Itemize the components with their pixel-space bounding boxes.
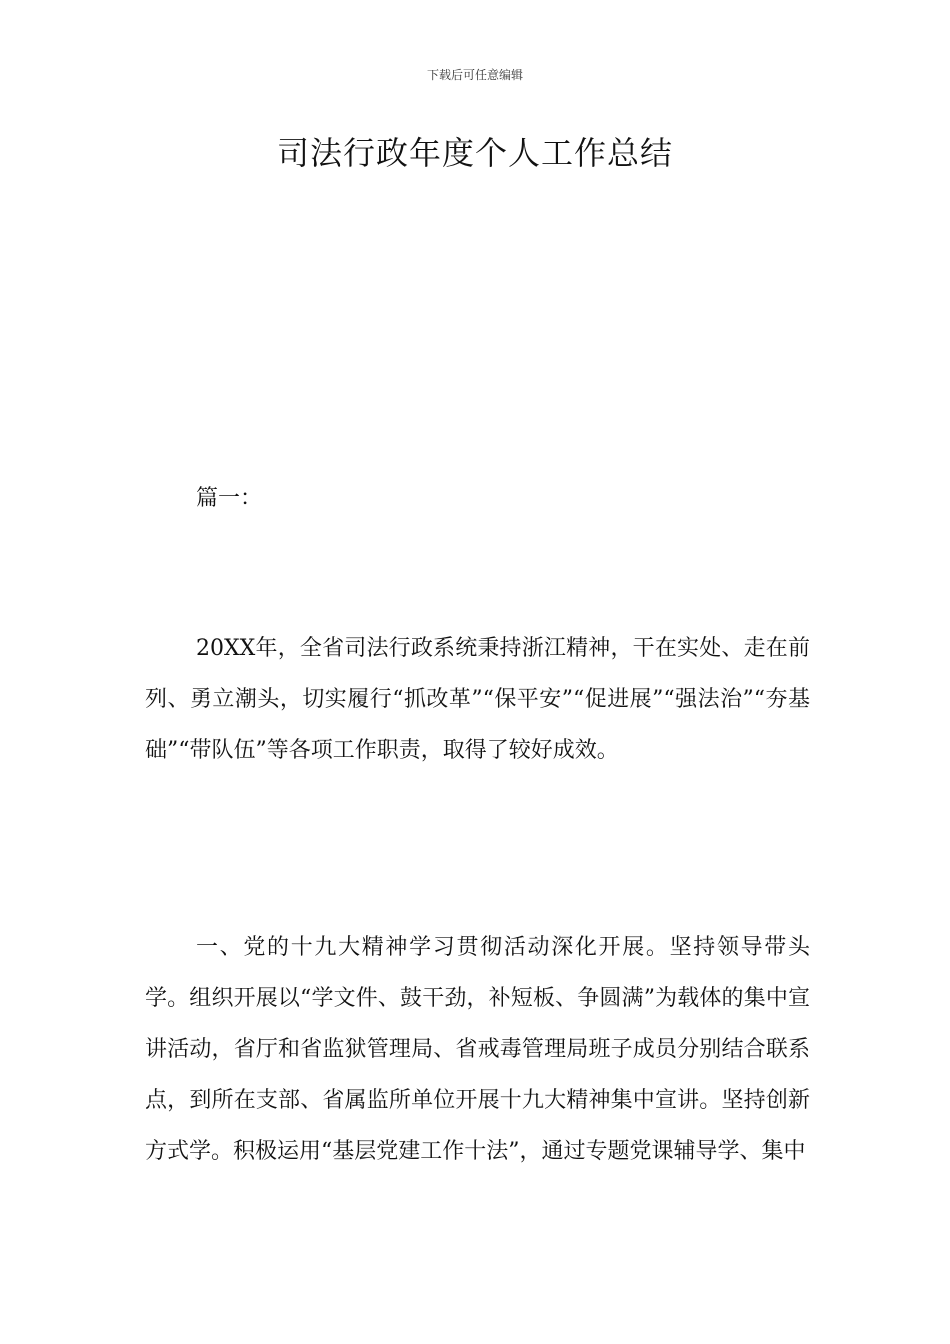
page-title: 司法行政年度个人工作总结 [276, 134, 673, 172]
paragraph-intro: 20XX年，全省司法行政系统秉持浙江精神，干在实处、走在前列、勇立潮头，切实履行“抓改革”“保平安”“促进展”“强法治”“夯基础”“带队伍”等各项工作职责，取得了较好成效。 [145, 636, 810, 763]
paragraph-section-one: 一、党的十九大精神学习贯彻活动深化开展。坚持领导带头学。组织开展以“学文件、鼓干劲，补短板、争圆满”为载体的集中宣讲活动，省厅和省监狱管理局、省戒毒管理局班子成员分别结合联系点，到所在支部、省属监所单位开展十九大精神集中宣讲。坚持创新方式学。积极运用“基层党建工作十法”，通过专题党课辅导学、集中 [145, 935, 810, 1164]
section-label: 篇一： [196, 486, 263, 511]
header-note: 下载后可任意编辑 [426, 68, 523, 82]
